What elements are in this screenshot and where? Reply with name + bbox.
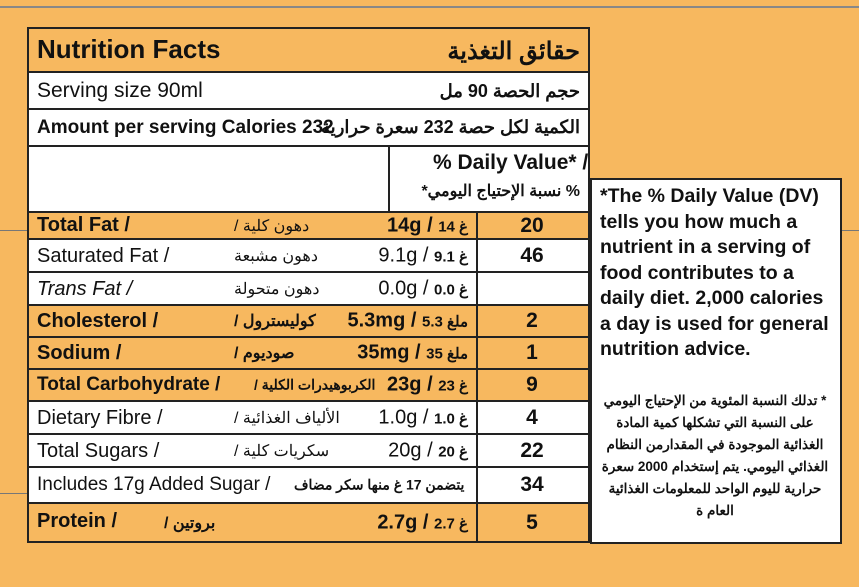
nutrient-row-saturated-fat <box>29 240 588 273</box>
nutrient-name-ar: بروتين / <box>164 514 216 532</box>
nutrient-row-added-sugar <box>29 468 588 504</box>
amount-per-serving-en: Amount per serving Calories 232 <box>37 117 334 138</box>
nutrient-dv: 22 <box>520 438 544 462</box>
daily-value-footnote-box <box>590 178 842 544</box>
nutrient-name-ar: دهون كلية / <box>234 217 310 235</box>
nutrient-amount-ar: 9.1 غ <box>434 248 468 265</box>
nutrient-row-trans-fat <box>29 273 588 306</box>
nutrient-name-en: Saturated Fat / <box>37 245 170 267</box>
guide-line-right <box>842 230 859 231</box>
title-row <box>29 29 588 73</box>
nutrient-amount-ar: 1.0 غ <box>434 410 468 427</box>
header-divider <box>388 147 390 211</box>
nutrient-name-en: Total Carbohydrate / <box>37 374 221 395</box>
nutrition-facts-table <box>27 27 590 543</box>
daily-value-header-en: % Daily Value* / <box>433 151 589 174</box>
nutrient-dv: 2 <box>526 309 538 332</box>
guide-line-left-lower <box>0 493 27 494</box>
nutrient-name-en: Trans Fat / <box>37 278 133 300</box>
nutrient-row-total-carbohydrate <box>29 370 588 402</box>
amount-per-serving-ar: الكمية لكل حصة 232 سعرة حرارية <box>321 117 580 137</box>
guide-line-left <box>0 230 27 231</box>
serving-size-en: Serving size 90ml <box>37 79 203 102</box>
nutrient-row-total-fat <box>29 213 588 240</box>
nutrient-amount-ar: 23 غ <box>438 377 468 395</box>
nutrient-name-ar: الألياف الغذائية / <box>234 409 340 427</box>
nutrient-dv: 1 <box>526 341 538 364</box>
nutrient-dv: 34 <box>520 473 544 496</box>
nutrient-amount: 5.3mg / <box>347 309 417 332</box>
top-border-line <box>0 6 859 8</box>
nutrient-row-dietary-fibre <box>29 402 588 435</box>
serving-row <box>29 73 588 110</box>
nutrient-name-ar: يتضمن 17 غ منها سكر مضاف <box>294 476 465 493</box>
nutrient-amount: 14g / <box>387 214 433 236</box>
nutrient-dv: 46 <box>520 243 544 267</box>
footnote-ar: * تدلك النسبة المئوية من الإحتياج اليومي على النسبة التي تشكلها كمية المادة الغذائية الموجودة في المقدارمن النظام الغذائي اليومي. يتم إستخدام 2000 سعرة حرارية لليوم الواحد للمعلومات الغذائية العام ة <box>601 393 829 518</box>
nutrient-amount-ar: 20 غ <box>438 443 468 460</box>
nutrient-row-total-sugars <box>29 435 588 468</box>
nutrient-amount: 23g / <box>387 373 433 396</box>
nutrient-name-en: Total Sugars / <box>37 440 160 462</box>
nutrient-dv: 20 <box>520 213 544 237</box>
nutrient-row-protein <box>29 504 588 541</box>
title-ar: حقائق التغذية <box>447 38 580 65</box>
nutrient-dv: 4 <box>526 405 538 429</box>
daily-value-header-ar: % نسبة الإحتياج اليومي* <box>421 183 580 200</box>
nutrient-row-sodium <box>29 338 588 370</box>
nutrient-name-ar: دهون مشبعة <box>234 247 318 265</box>
nutrient-name-ar: كوليسترول / <box>234 313 316 330</box>
nutrient-amount-ar: 5.3 ملغ <box>421 313 468 331</box>
daily-value-header-row <box>29 147 588 213</box>
nutrient-amount: 1.0g / <box>378 406 429 428</box>
nutrient-name-ar: سكريات كلية / <box>234 442 330 460</box>
nutrient-name-en: Cholesterol / <box>37 310 159 332</box>
serving-size-ar: حجم الحصة 90 مل <box>439 81 580 101</box>
nutrient-name-en: Includes 17g Added Sugar / <box>37 474 271 495</box>
nutrient-dv: 9 <box>526 373 538 396</box>
nutrient-amount: 35mg / <box>357 341 421 364</box>
nutrient-dv: 5 <box>526 510 538 534</box>
nutrient-name-en: Protein / <box>37 510 118 532</box>
nutrient-name-en: Total Fat / <box>37 214 130 236</box>
nutrient-amount-ar: 2.7 غ <box>434 515 468 532</box>
amount-row <box>29 110 588 147</box>
title-en: Nutrition Facts <box>37 34 221 64</box>
nutrient-amount-ar: 14 غ <box>438 218 468 235</box>
nutrient-name-en: Sodium / <box>37 342 122 364</box>
nutrient-row-cholesterol <box>29 306 588 338</box>
nutrient-amount: 20g / <box>388 439 433 461</box>
nutrient-amount: 9.1g / <box>378 244 429 266</box>
footnote-en: *The % Daily Value (DV) tells you how much a nutrient in a serving of food contributes to a daily diet. 2,000 calories a day is used for general nutrition advice. <box>600 185 829 360</box>
nutrient-amount: 0.0g / <box>378 277 429 299</box>
nutrient-name-en: Dietary Fibre / <box>37 407 163 429</box>
nutrient-name-ar: دهون متحولة <box>234 280 320 298</box>
nutrient-name-ar: صوديوم / <box>234 345 295 362</box>
nutrient-amount-ar: 35 ملغ <box>426 345 468 363</box>
nutrient-name-ar: الكربوهيدرات الكلية / <box>254 376 376 393</box>
nutrient-amount: 2.7g / <box>377 511 429 533</box>
nutrient-amount-ar: 0.0 غ <box>434 281 468 298</box>
